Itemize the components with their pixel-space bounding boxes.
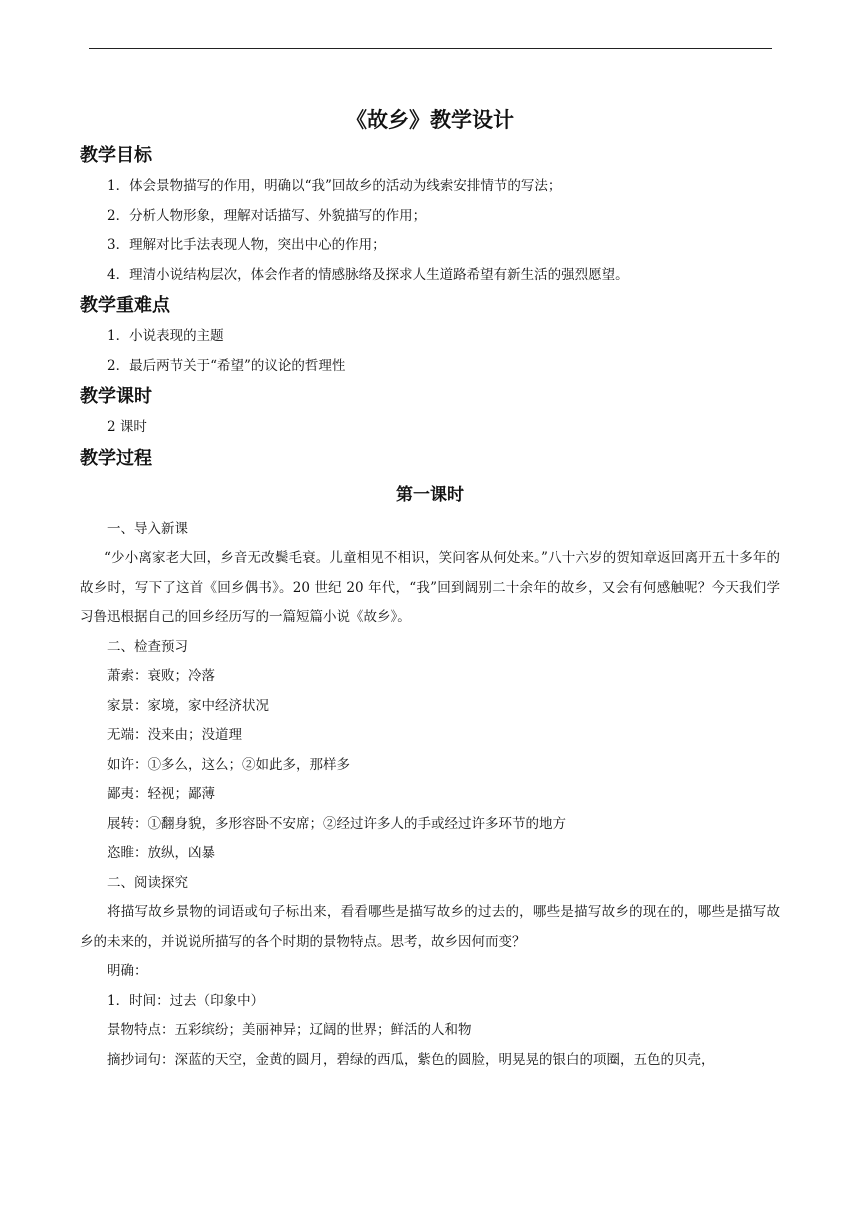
vocab-item: 无端：没来由；没道理 [107, 727, 242, 743]
intro-heading: 一、导入新课 [107, 520, 188, 537]
lesson-title: 第一课时 [396, 484, 464, 505]
section-heading-key-points: 教学重难点 [80, 295, 170, 316]
key-point-item: 2．最后两节关于“希望”的议论的哲理性 [107, 357, 346, 374]
hours-text: 2 课时 [107, 419, 147, 435]
goal-item: 3．理解对比手法表现人物，突出中心的作用； [107, 237, 386, 253]
time-label: 1．时间：过去（印象中） [107, 992, 265, 1009]
clarify-label: 明确： [107, 963, 148, 979]
vocab-item: 家景：家境，家中经济状况 [107, 697, 269, 714]
preview-heading: 二、检查预习 [107, 638, 188, 655]
goal-item: 2．分析人物形象，理解对话描写、外貌描写的作用； [107, 207, 427, 224]
section-heading-process: 教学过程 [80, 447, 152, 469]
section-heading-hours: 教学课时 [80, 386, 152, 407]
excerpt-text: 摘抄词句：深蓝的天空，金黄的圆月，碧绿的西瓜，紫色的圆脸，明晃晃的银白的项圈，五色的贝壳， [107, 1051, 715, 1068]
vocab-item: 鄙夷：轻视；鄙薄 [107, 786, 215, 802]
reading-heading: 二、阅读探究 [107, 874, 188, 891]
header-rule [89, 48, 772, 49]
document-title: 《故乡》教学设计 [346, 108, 514, 132]
features-text: 景物特点：五彩缤纷；美丽神异；辽阔的世界；鲜活的人和物 [107, 1022, 472, 1038]
key-point-item: 1．小说表现的主题 [107, 328, 224, 344]
vocab-item: 萧索：衰败；冷落 [107, 668, 215, 684]
document-body [80, 100, 780, 1075]
goal-item: 4．理清小说结构层次，体会作者的情感脉络及探求人生道路希望有新生活的强烈愿望。 [107, 266, 629, 283]
vocab-item: 如许：①多么，这么；②如此多，那样多 [107, 756, 350, 773]
reading-paragraph: 将描写故乡景物的词语或句子标出来，看看哪些是描写故乡的过去的，哪些是描写故乡的现在的，哪些是描写故乡的未来的，并说说所描写的各个时期的景物特点。思考，故乡因何而变？ [80, 904, 780, 950]
intro-paragraph: “少小离家老大回，乡音无改鬓毛衰。儿童相见不相识，笑问客从何处来。”八十六岁的贺知章返回离开五十多年的故乡时，写下了这首《回乡偶书》。20 世纪 20 年代，“我”回到阔别二十余年的故乡，又会有何感触呢？今天我们学习鲁迅根据自己的回乡经历写的一篇短篇小说《故乡》。 [80, 550, 780, 625]
goal-item: 1．体会景物描写的作用，明确以“我”回故乡的活动为线索安排情节的写法； [107, 178, 562, 194]
vocab-item: 展转：①翻身貌，多形容卧不安席；②经过许多人的手或经过许多环节的地方 [107, 815, 566, 832]
vocab-item: 恣睢：放纵，凶暴 [107, 845, 215, 861]
section-heading-goals: 教学目标 [80, 145, 152, 166]
